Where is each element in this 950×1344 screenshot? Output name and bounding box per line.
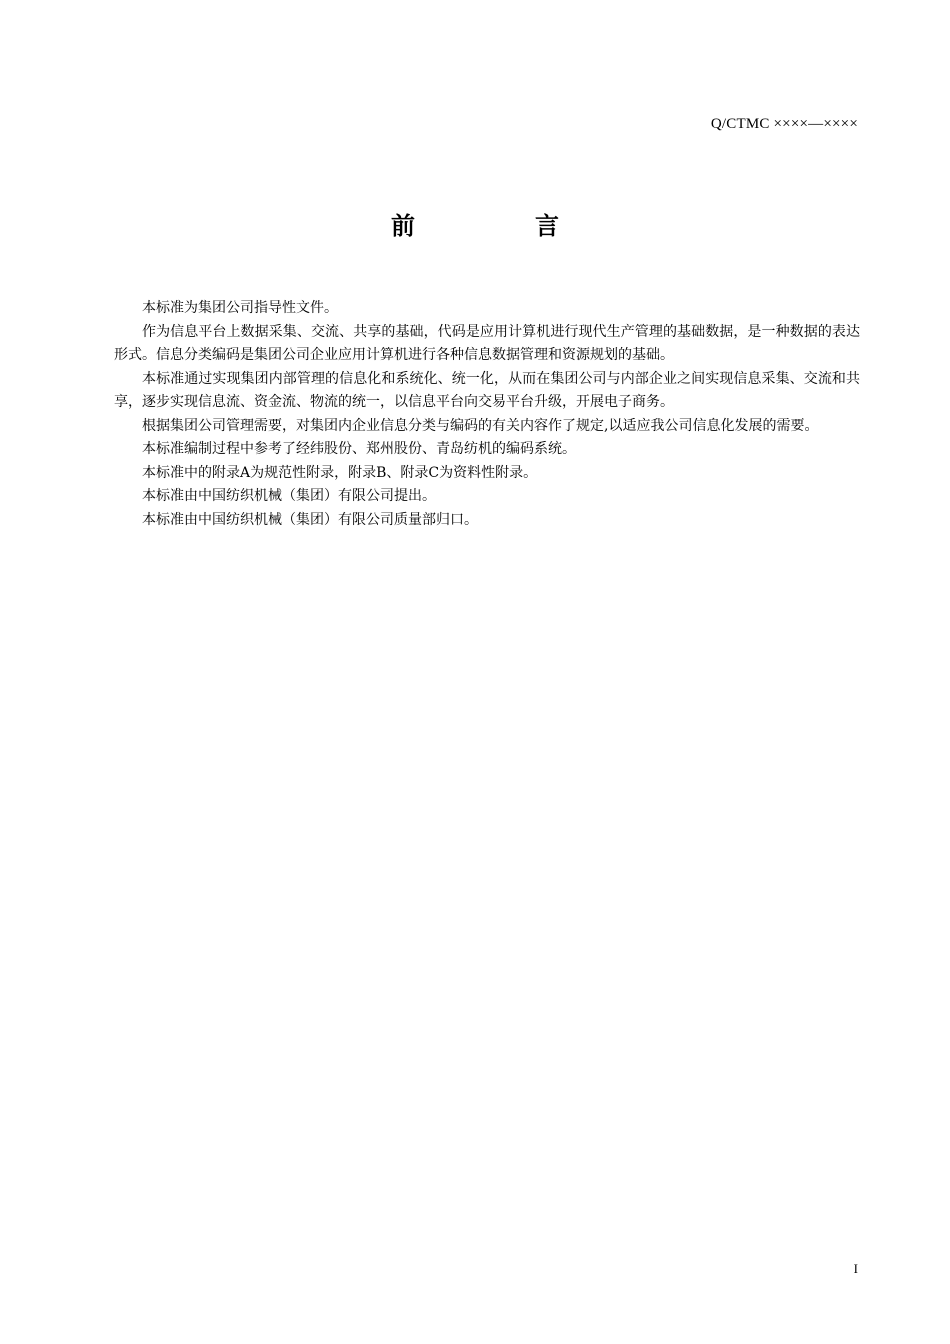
page-number: I (853, 1261, 858, 1276)
paragraph: 本标准通过实现集团内部管理的信息化和系统化、统一化，从而在集团公司与内部企业之间实现信息采集、交流和共享，逐步实现信息流、资金流、物流的统一，以信息平台向交易平台升级，开展电子商务。 (114, 370, 860, 410)
paragraph: 本标准由中国纺织机械（集团）有限公司提出。 (142, 488, 436, 504)
paragraph: 本标准中的附录A为规范性附录，附录B、附录C为资料性附录。 (142, 464, 538, 481)
paragraph: 本标准为集团公司指导性文件。 (142, 300, 338, 316)
page-title: 前 言 (391, 212, 607, 240)
standard-code: Q/CTMC ××××—×××× (710, 116, 858, 132)
preface-body (114, 297, 860, 532)
paragraph: 根据集团公司管理需要，对集团内企业信息分类与编码的有关内容作了规定,以适应我公司信息化发展的需要。 (142, 417, 819, 434)
paragraph: 作为信息平台上数据采集、交流、共享的基础，代码是应用计算机进行现代生产管理的基础数据，是一种数据的表达形式。信息分类编码是集团公司企业应用计算机进行各种信息数据管理和资源规划的基础。 (114, 323, 860, 363)
paragraph: 本标准由中国纺织机械（集团）有限公司质量部归口。 (142, 511, 478, 528)
paragraph: 本标准编制过程中参考了经纬股份、郑州股份、青岛纺机的编码系统。 (142, 441, 576, 457)
